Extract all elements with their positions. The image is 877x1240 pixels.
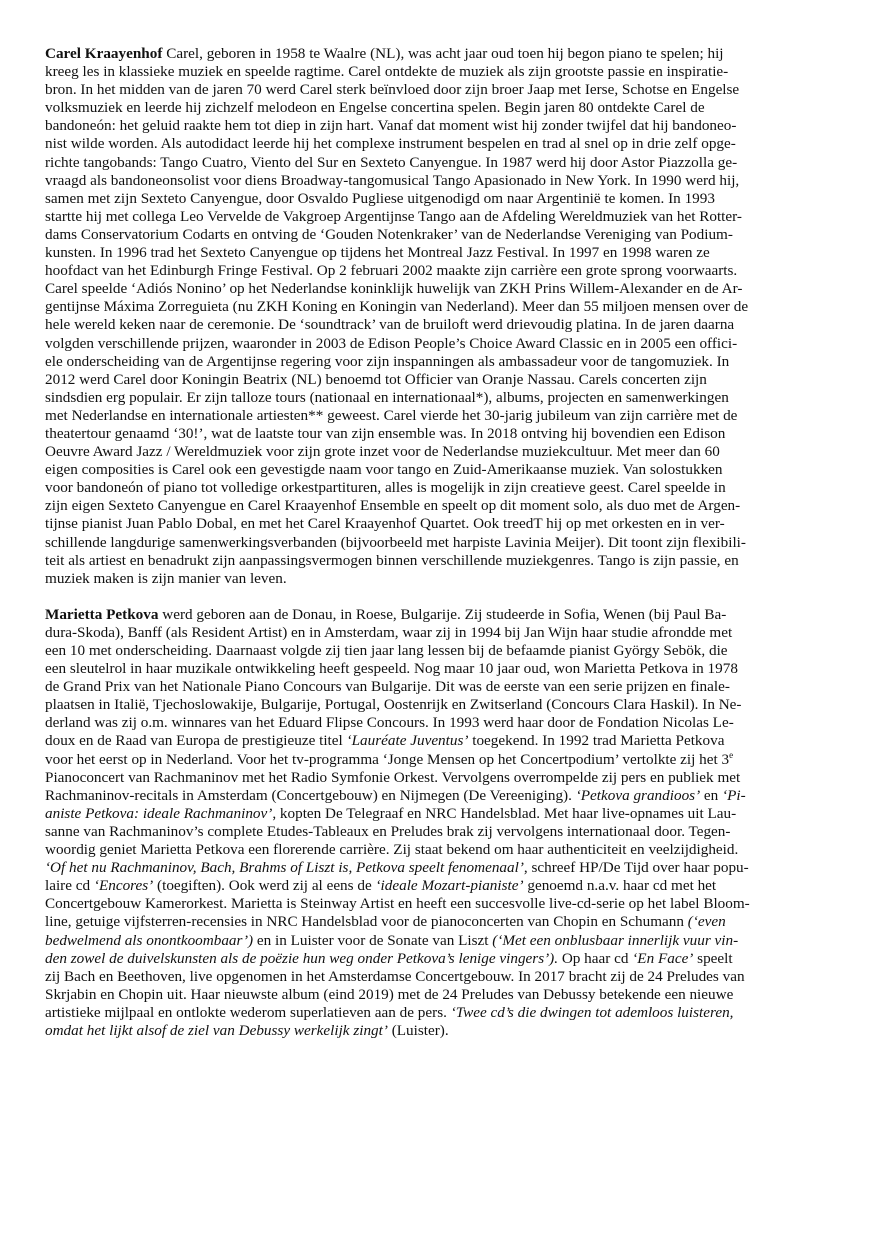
quote-text: ‘Lauréate Juventus’ bbox=[346, 732, 469, 750]
bio-name: Marietta Petkova bbox=[45, 605, 159, 623]
bio-text: werd geboren aan de Donau, in Roese, Bulgarije. Zij studeerde in Sofia, Wenen (bij Paul Ba- dura-Skoda), Banff (als Resident Artist) en in Amsterdam, waar zij in 1994 bij Jan Wijn haar studie afrondde met een 10 met onderscheiding. Daarnaast volgde zij tien jaar lang lessen bij de befaamde pianist György Sebök, die een sleutelrol in haar muzikale ontwikkeling heeft gespeeld. Nog maar 10 jaar oud, won Marietta Petkova in 1978 de Grand Prix van het Nationale Piano Concours van Bulgarije. Dit was de eerste van een serie prijzen en finale- plaatsen in Italië, Tjechoslowakije, Bulgarije, Portugal, Oostenrijk en Zwitserland (Concours Clara Haskil). In Ne- derland was zij o.m. winnares van het Eduard Flipse Concours. In 1993 werd haar door de Fondation Nicolas Le- doux en de Raad van Europa de prestigieuze titel bbox=[45, 605, 742, 750]
bio-text: , kopten De Telegraaf en NRC Handelsblad. Met haar live-opnames uit Lau- sanne van Rachmaninov’s complete Etudes-Tableaux en Preludes brak zij vervolgens internationaal door. Tegen- woordig geniet Marietta Petkova een florerende carrière. Zij staat bekend om haar authenticiteit en veelzijdigheid. bbox=[45, 804, 739, 859]
bio-text: en bbox=[700, 786, 723, 804]
quote-text: ‘Of het nu Rachmaninov, Bach, Brahms of Liszt is, Petkova speelt fenomenaal’ bbox=[45, 859, 524, 877]
bio-text: toegekend. In 1992 trad Marietta Petkova voor het eerst op in Nederland. Voor het tv-programma ‘Jonge Mensen op het Concertpodium’ vertolkte zij het 3 bbox=[45, 732, 730, 768]
bio-text: Carel, geboren in 1958 te Waalre (NL), was acht jaar oud toen hij begon piano te spelen; hij kreeg les in klassieke muziek en speelde ragtime. Carel ontdekte de muziek als zijn grootste passie en inspiratie- bron. In het midden van de jaren 70 werd Carel sterk beïnvloed door zijn broer Jaap met Ierse, Schotse en Engelse volksmuziek en leerde hij zichzelf melodeon en Engelse concertina spelen. Begin jaren 80 ontdekte Carel de bandoneón: het geluid raakte hem tot diep in zijn hart. Vanaf dat moment wist hij zonder twijfel dat hij bandoneo- nist wilde worden. Als autodidact leerde hij het complexe instrument bespelen en trad al snel op in drie zelf opge- richte tangobands: Tango Cuatro, Viento del Sur en Sexteto Canyengue. In 1987 werd hij door Astor Piazzolla ge- vraagd als bandoneonsolist voor diens Broadway-tangomusical Tango Apasionado in New York. In 1990 werd hij, samen met zijn Sexteto Canyengue, door Osvaldo Pugliese uitgenodigd om naar Argentinië te komen. In 1993 startte hij met collega Leo Vervelde de Vakgroep Argentijnse Tango aan de Afdeling Wereldmuziek van het Rotter- dams Conservatorium Codarts en ontving de ‘Gouden Notenkraker’ van de Nederlandse Vereniging van Podium- kunsten. In 1996 trad het Sexteto Canyengue op tijdens het Montreal Jazz Festival. In 1997 en 1998 waren ze hoofdact van het Edinburgh Fringe Festival. Op 2 februari 2002 maakte zijn carrière een grote sprong voorwaarts. Carel speelde ‘Adiós Nonino’ op het Nederlandse koninklijk huwelijk van ZKH Prins Willem-Alexander en de Ar- gentijnse Máxima Zorreguieta (nu ZKH Koning en Koningin van Nederland). Meer dan 55 miljoen mensen over de hele wereld keken naar de ceremonie. De ‘soundtrack’ van de bruiloft werd drievoudig platina. In de jaren daarna volgden verschillende prijzen, waaronder in 2003 de Edison People’s Choice Award Classic en in 2005 een offici- ele onderscheiding van de Argentijnse regering voor zijn inspanningen als ambassadeur voor de tangomuziek. In 2012 werd Carel door Koningin Beatrix (NL) benoemd tot Officier van Oranje Nassau. Carels concerten zijn sindsdien erg populair. Er zijn talloze tours (nationaal en internationaal*), albums, projecten en samenwerkingen met Nederlandse en internationale artiesten** geweest. Carel vierde het 30-jarig jubileum van zijn carrière met de theatertour genaamd ‘30!’, wat de laatste tour van zijn ensemble was. In 2018 ontving hij bovendien een Edison Oeuvre Award Jazz / Wereldmuziek voor zijn grote inzet voor de Nederlandse muziekcultuur. Met meer dan 60 eigen composities is Carel ook een gevestigde naam voor tango en Zuid-Amerikaanse muziek. Van solostukken voor bandoneón of piano tot volledige orkestpartituren, alles is mogelijk in zijn creatieve geest. Carel speelde in zijn eigen Sexteto Canyengue en Carel Kraayenhof Ensemble en speelt op dit moment solo, als duo met de Argen- tijnse pianist Juan Pablo Dobal, en met het Carel Kraayenhof Quartet. Ook treedT hij op met orkesten en in ver- schillende langdurige samenwerkingsverbanden (bijvoorbeeld met harpiste Lavinia Meijer). Dit toont zijn flexibili- teit als artiest en benadrukt zijn aanpassingsvermogen binnen verschillende muziekgenres. Tango is zijn passie, en muziek maken is zijn manier van leven. bbox=[45, 45, 749, 587]
bio-text: (toegiften). Ook werd zij al eens de bbox=[153, 877, 376, 895]
bio-text: (Luister). bbox=[387, 1021, 449, 1039]
quote-text: ‘Twee cd’s die dwingen tot ademloos luisteren, omdat het lijkt alsof de ziel van Debussy werkelijk zingt’ bbox=[45, 1003, 734, 1039]
ordinal-superscript: e bbox=[729, 749, 734, 760]
bio-text: Op haar cd bbox=[558, 949, 633, 967]
quote-text: ‘En Face’ bbox=[632, 949, 694, 967]
bio-text: Pianoconcert van Rachmaninov met het Radio Symfonie Orkest. Vervolgens overrompelde zij pers en publiek met Rachmaninov-recitals in Amsterdam (Concertgebouw) en Nijmegen (De Vereeniging). bbox=[45, 768, 741, 804]
quote-text: (‘even bedwelmend als onontkoombaar’) bbox=[45, 913, 726, 949]
bio-name: Carel Kraayenhof bbox=[45, 45, 163, 62]
bio-carel-kraayenhof bbox=[45, 45, 827, 588]
quote-text: (‘Met een onblusbaar innerlijk vuur vin- den zowel de duivelskunsten als de poëzie hun weg onder Petkova’s lenige vingers’). bbox=[45, 931, 739, 967]
document-page bbox=[45, 45, 827, 1058]
bio-marietta-petkova bbox=[45, 606, 827, 1040]
quote-text: ‘Pi- aniste Petkova: ideale Rachmaninov’ bbox=[45, 786, 746, 822]
quote-text: ‘ideale Mozart-pianiste’ bbox=[375, 877, 524, 895]
quote-text: ‘Petkova grandioos’ bbox=[575, 786, 701, 804]
bio-text: speelt zij Bach en Beethoven, live opgenomen in het Amsterdamse Concertgebouw. In 2017 bracht zij de 24 Preludes van Skrjabin en Chopin uit. Haar nieuwste album (eind 2019) met de 24 Preludes van Debussy betekende een nieuwe artistieke mijlpaal en ontlokte wederom superlatieven aan de pers. bbox=[45, 949, 745, 1021]
bio-text: en in Luister voor de Sonate van Liszt bbox=[253, 931, 493, 949]
bio-text: genoemd n.a.v. haar cd met het Concertgebouw Kamerorkest. Marietta is Steinway Artist en heeft een succesvolle live-cd-serie op het label Bloom- line, getuige vijfsterren-recensies in NRC Handelsblad voor de pianoconcerten van Chopin en Schumann bbox=[45, 877, 750, 931]
quote-text: ‘Encores’ bbox=[93, 877, 154, 895]
bio-text: , schreef HP/De Tijd over haar popu- laire cd bbox=[45, 859, 749, 895]
